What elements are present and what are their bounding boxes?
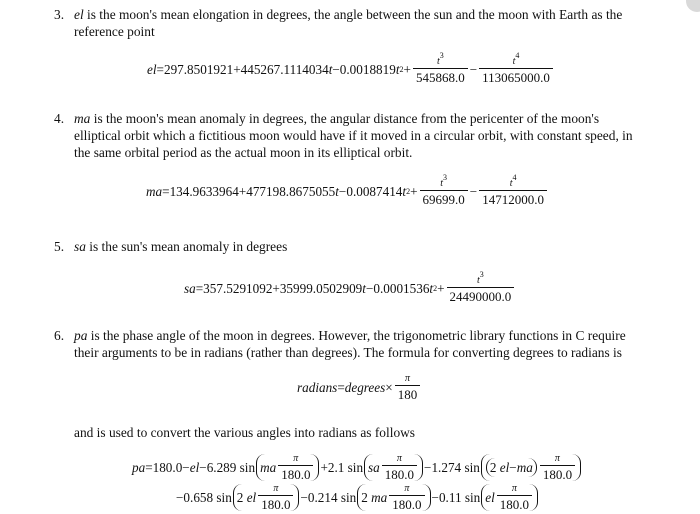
eq-func: sin	[239, 459, 256, 475]
item-variable: ma	[74, 111, 91, 126]
convert-text: and is used to convert the various angles into radians as follows	[74, 425, 416, 440]
item-5	[54, 238, 644, 255]
eq-term: −0.0001536	[365, 281, 430, 296]
eq-coef: −0.658	[176, 489, 214, 505]
item-number: 3.	[54, 7, 65, 22]
fraction: $\frac{t^3}{24490000.0}$	[447, 275, 515, 303]
eq-equals: =	[162, 184, 170, 199]
eq-coef: −0.214	[300, 489, 338, 505]
item-4	[54, 110, 644, 161]
item-text: is the sun's mean anomaly in degrees	[85, 239, 288, 254]
item-text: is the moon's mean elongation in degrees, the angle between the sun and the moon with Earth as the reference point	[74, 7, 623, 39]
eq-lhs: sa	[184, 281, 196, 296]
eq-op: −	[469, 184, 478, 199]
item-number: 6.	[54, 328, 65, 343]
eq-rhs: degrees	[344, 379, 386, 395]
eq-op: ×	[385, 379, 393, 395]
eq-op: +	[410, 184, 418, 199]
eq-var: t	[362, 281, 366, 296]
eq-term: −0.0087414	[338, 184, 403, 199]
eq-lhs: pa	[132, 459, 146, 475]
eq-var: el	[189, 459, 200, 475]
eq-op: −	[469, 62, 478, 77]
eq-var: t	[335, 184, 339, 199]
item-variable: pa	[74, 328, 88, 343]
paren-group: sa $\frac{\pi}{180.0}$	[364, 454, 423, 481]
equation-pa-line-2	[176, 484, 539, 511]
eq-term: 357.5291092	[203, 281, 273, 296]
paren-group: 2 el $\frac{\pi}{180.0}$	[233, 484, 300, 511]
equation-sa: sa = 357.5291092 +35999.0502909 t −0.0001536 t 2 + $\frac{t^3}{24490000.0}$	[184, 275, 516, 303]
eq-term: 134.9633964	[169, 184, 239, 199]
paren-group: el $\frac{\pi}{180.0}$	[481, 484, 538, 511]
eq-func: sin	[464, 489, 481, 505]
item-text: is the phase angle of the moon in degrees. However, the trigonometric library functions in C require their arguments to be in radians (rather than degrees). The formula for converting degrees to radians is	[74, 328, 626, 360]
eq-term: +35999.0502909	[272, 281, 363, 296]
equation-radians: radians = degrees × $\frac{\pi}{180}$	[297, 374, 422, 401]
eq-coef: −6.289	[199, 459, 237, 475]
equation-el: el = 297.8501921 +445267.1114034 t −0.0018819 t 2 + $\frac{t^3}{545868.0}$ − $\frac{t^4}{113065000.0}$	[147, 56, 555, 84]
eq-var: t	[328, 62, 333, 77]
eq-op: +	[437, 281, 445, 296]
item-variable: el	[74, 7, 84, 22]
item-number: 5.	[54, 239, 65, 254]
fraction: $\frac{t^3}{69699.0}$	[420, 178, 468, 206]
item-variable: sa	[74, 239, 86, 254]
eq-lhs: radians	[297, 379, 338, 395]
equation-ma: ma = 134.9633964 +477198.8675055 t −0.0087414 t 2 + $\frac{t^3}{69699.0}$ − $\frac{t^4}{14712000.0}$	[146, 178, 549, 206]
eq-func: sin	[340, 489, 357, 505]
eq-func: sin	[216, 489, 232, 505]
item-6	[54, 327, 644, 361]
equation-pa-line-1	[132, 454, 582, 481]
eq-var: t	[429, 281, 434, 296]
eq-var: t	[395, 62, 400, 77]
eq-coef: −1.274	[424, 459, 462, 475]
eq-term: 297.8501921	[163, 62, 234, 77]
item-text: is the moon's mean anomaly in degrees, the angular distance from the pericenter of the moon's elliptical orbit which a fictitious moon would have if it moved in a circular orbit, with constant speed, in the same orbital period as the actual moon in its elliptical orbit.	[74, 111, 633, 160]
item-number: 4.	[54, 111, 65, 126]
fraction: $\frac{t^4}{14712000.0}$	[479, 178, 547, 206]
eq-term: +445267.1114034	[233, 62, 329, 77]
fraction: $\frac{t^3}{545868.0}$	[413, 56, 468, 84]
eq-var: t	[402, 184, 407, 199]
eq-coef: +2.1	[320, 459, 345, 475]
fraction: $\frac{\pi}{180}$	[395, 374, 421, 401]
eq-op: +	[403, 62, 411, 77]
paren-group: ma $\frac{\pi}{180.0}$	[256, 454, 319, 481]
eq-term: =180.0−	[145, 459, 190, 475]
eq-func: sin	[464, 459, 480, 475]
paren-group: 2 ma $\frac{\pi}{180.0}$	[357, 484, 430, 511]
eq-equals: =	[156, 62, 164, 77]
eq-func: sin	[347, 459, 364, 475]
eq-lhs: el	[147, 62, 157, 77]
scroll-corner-indicator	[686, 0, 700, 12]
fraction: $\frac{t^4}{113065000.0}$	[479, 56, 553, 84]
item-3	[54, 6, 644, 40]
eq-term: −0.0018819	[332, 62, 396, 77]
eq-term: +477198.8675055	[238, 184, 336, 199]
eq-equals: =	[195, 281, 204, 296]
eq-lhs: ma	[146, 184, 163, 199]
eq-coef: −0.11	[431, 489, 462, 505]
paren-group: 2 el − ma $\frac{\pi}{180.0}$	[481, 454, 581, 481]
